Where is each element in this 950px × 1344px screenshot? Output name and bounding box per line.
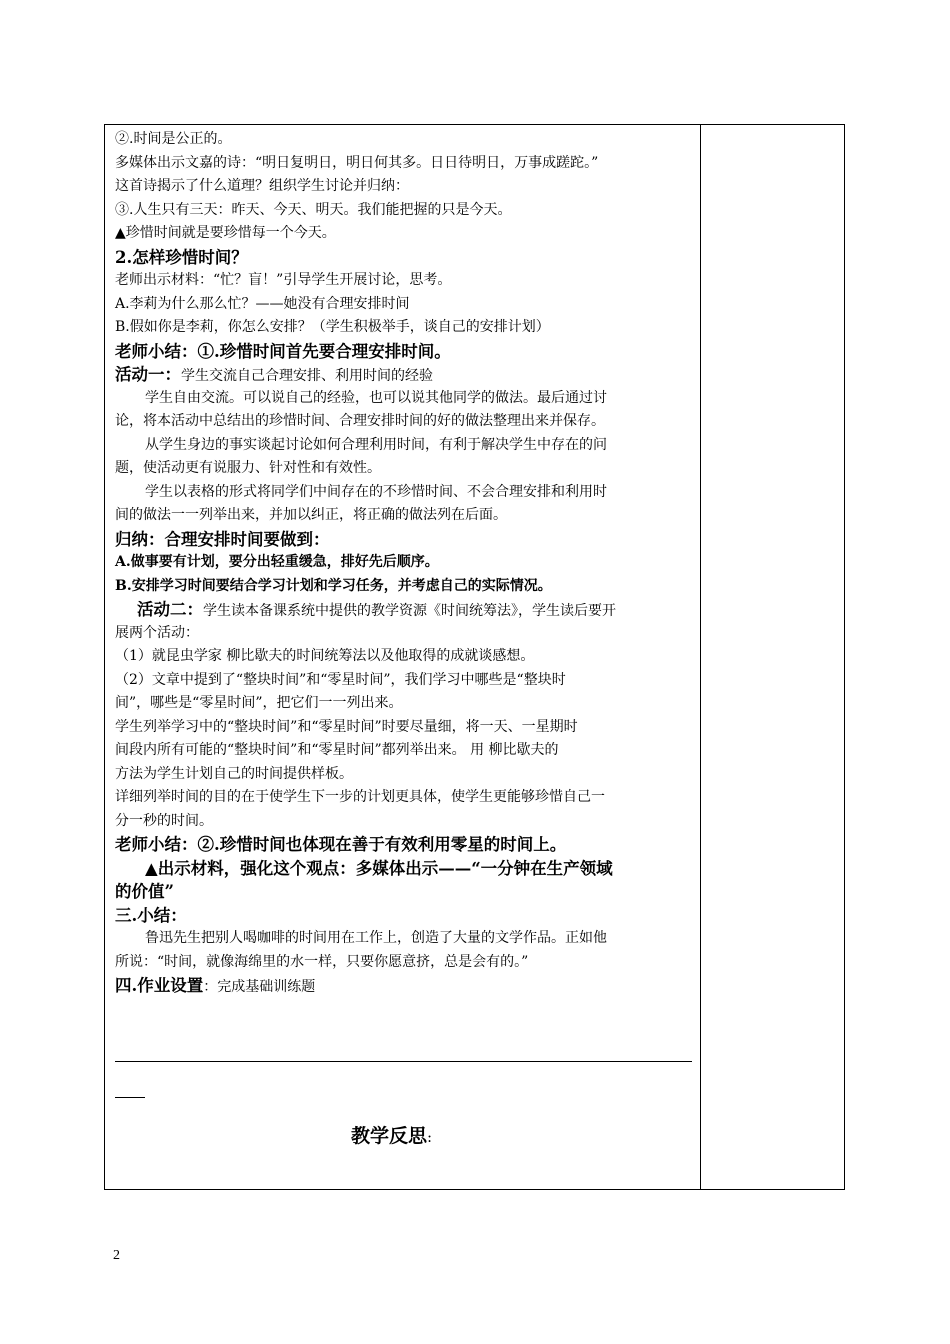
- column-divider: [700, 124, 701, 1190]
- teacher-summary: 老师小结：②.珍惜时间也体现在善于有效利用零星的时间上。: [115, 835, 567, 854]
- show-material: ▲出示材料，强化这个观点：多媒体出示——“一分钟在生产领域: [145, 858, 613, 878]
- text-line: A.做事要有计划，要分出轻重缓急，排好先后顺序。: [115, 554, 439, 570]
- activity-line: [115, 363, 693, 387]
- text-line: B.假如你是李莉，你怎么安排？（学生积极举手，谈自己的安排计划）: [115, 319, 550, 335]
- activity-text: 学生读本备课系统中提供的教学资源《时间统筹法》，学生读后要开: [203, 603, 616, 619]
- text-line: 题，使活动更有说服力、针对性和有效性。: [115, 460, 381, 476]
- text-line: ③.人生只有三天：昨天、今天、明天。我们能把握的只是今天。: [115, 201, 512, 218]
- text-line: 这首诗揭示了什么道理？组织学生讨论并归纳：: [115, 178, 409, 194]
- activity-line: [115, 598, 693, 622]
- separator-line: [115, 1061, 692, 1062]
- section-heading: 三.小结：: [115, 905, 187, 925]
- text-line: （2）文章中提到了“整块时间”和“零星时间”，我们学习中哪些是“整块时: [115, 671, 566, 688]
- text-line: 学生自由交流。可以说自己的经验，也可以说其他同学的做法。最后通过讨: [145, 389, 607, 406]
- reflection-heading: [351, 1121, 432, 1148]
- activity-label: 活动二：: [137, 600, 203, 619]
- text-line: 老师出示材料：“忙？盲！”引导学生开展讨论，思考。: [115, 272, 452, 288]
- activity-text: 学生交流自己合理安排、利用时间的经验: [181, 368, 433, 384]
- text-line: 从学生身边的事实谈起讨论如何合理利用时间，有利于解决学生中存在的问: [145, 436, 607, 453]
- text-line: B.安排学习时间要结合学习计划和学习任务，并考虑自己的实际情况。: [115, 577, 552, 594]
- text-line: 方法为学生计划自己的时间提供样板。: [115, 765, 353, 782]
- text-line: ▲珍惜时间就是要珍惜每一个今天。: [115, 225, 336, 241]
- text-line: 间的做法一一列举出来，并加以纠正，将正确的做法列在后面。: [115, 507, 507, 523]
- reflection-colon: :: [427, 1128, 433, 1146]
- separator-line-short: [115, 1097, 145, 1098]
- text-line: 所说：“时间，就像海绵里的水一样，只要你愿意挤，总是会有的。”: [115, 953, 529, 970]
- homework-label: 四.作业设置: [115, 976, 204, 995]
- induction-heading: 归纳：合理安排时间要做到：: [115, 529, 330, 549]
- text-line: A.李莉为什么那么忙？——她没有合理安排时间: [115, 295, 410, 312]
- homework-line: [115, 974, 693, 998]
- lesson-content: [115, 128, 693, 998]
- text-line: 展两个活动：: [115, 624, 199, 641]
- text-line: 学生以表格的形式将同学们中间存在的不珍惜时间、不会合理安排和利用时: [145, 483, 607, 500]
- text-line: 多媒体出示文嘉的诗：“明日复明日，明日何其多。日日待明日，万事成蹉跎。”: [115, 154, 599, 171]
- homework-text: ：完成基础训练题: [203, 979, 316, 995]
- text-line: 间”，哪些是“零星时间”，把它们一一列出来。: [115, 695, 403, 711]
- text-line: 学生列举学习中的“整块时间”和“零星时间”时要尽量细，将一天、一星期时: [115, 718, 578, 735]
- text-line: 详细列举时间的目的在于使学生下一步的计划更具体，使学生更能够珍惜自己一: [115, 789, 605, 805]
- activity-label: 活动一：: [115, 365, 181, 384]
- text-line: （1）就昆虫学家 柳比歇夫的时间统筹法以及他取得的成就谈感想。: [115, 648, 535, 664]
- teacher-summary: 老师小结：①.珍惜时间首先要合理安排时间。: [115, 341, 451, 361]
- page-number: 2: [113, 1248, 120, 1263]
- text-line: 分一秒的时间。: [115, 812, 213, 829]
- text-line: ②.时间是公正的。: [115, 131, 232, 147]
- text-line: 鲁迅先生把别人喝咖啡的时间用在工作上，创造了大量的文学作品。正如他: [145, 930, 607, 946]
- reflection-title: 教学反思: [351, 1125, 428, 1147]
- text-line: 论，将本活动中总结出的珍惜时间、合理安排时间的好的做法整理出来并保存。: [115, 413, 605, 429]
- text-line: 间段内所有可能的“整块时间”和“零星时间”都列举出来。 用 柳比歇夫的: [115, 742, 559, 758]
- section-heading: 2.怎样珍惜时间？: [115, 247, 248, 267]
- show-material: 的价值”: [115, 882, 174, 901]
